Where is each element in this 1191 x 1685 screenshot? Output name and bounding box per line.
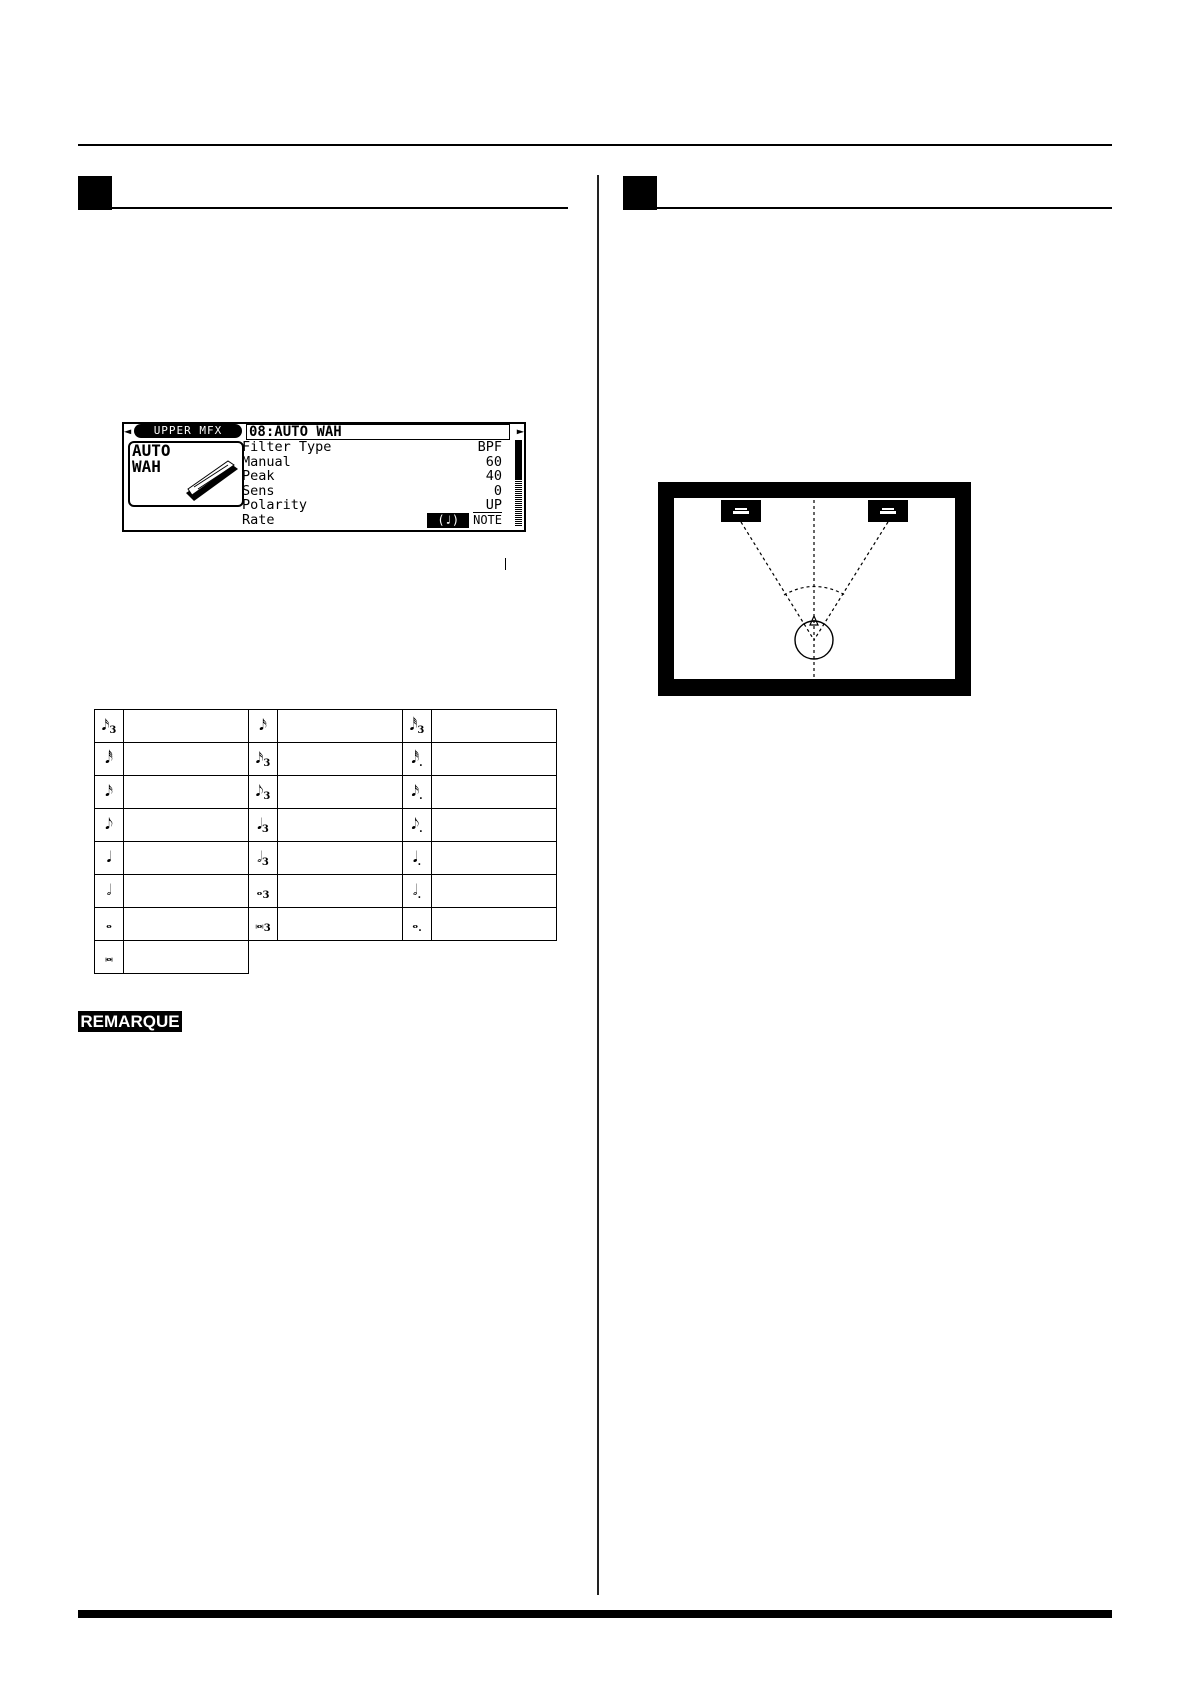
note-symbol-icon <box>249 875 278 908</box>
note-symbol-icon <box>249 809 278 842</box>
note-glyph: 𝅗𝅥 <box>106 881 112 899</box>
note-label-cell <box>124 809 249 842</box>
note-modifier: . <box>419 791 423 802</box>
header-rule <box>78 144 1112 146</box>
note-glyph: 𝅘𝅥𝅰 <box>105 749 113 767</box>
note-label-cell <box>124 908 249 941</box>
note-label-cell <box>278 908 403 941</box>
note-label-cell <box>432 710 557 743</box>
note-glyph: 𝅘𝅥𝅰 <box>409 716 418 734</box>
param-name: Filter Type <box>242 439 332 455</box>
param-value: 40 <box>485 468 502 485</box>
note-symbol-icon <box>403 710 432 743</box>
note-table-row <box>95 776 557 809</box>
note-table-row <box>95 908 557 941</box>
note-table-row <box>95 710 557 743</box>
note-modifier: 3 <box>262 890 270 901</box>
lcd-screen <box>122 422 526 532</box>
rate-note-symbol: (♩) <box>427 513 469 528</box>
note-glyph: 𝅜 <box>255 914 264 932</box>
note-glyph: 𝅘𝅥𝅯 <box>411 782 420 800</box>
note-symbol-icon <box>95 842 124 875</box>
note-glyph: 𝅘𝅥𝅯 <box>105 782 113 800</box>
note-value-table <box>94 709 557 974</box>
param-value: UP <box>485 497 502 514</box>
note-table-row <box>95 809 557 842</box>
note-label-cell <box>124 710 249 743</box>
param-value: BPF <box>477 439 502 455</box>
note-glyph: 𝅗𝅥 <box>412 881 418 899</box>
note-glyph: 𝅘𝅥𝅰 <box>411 749 420 767</box>
pedal-icon <box>130 443 242 505</box>
note-label-cell <box>278 842 403 875</box>
note-symbol-icon <box>95 776 124 809</box>
note-table-row <box>95 842 557 875</box>
param-row <box>242 513 506 528</box>
note-table-row <box>95 875 557 908</box>
note-label-cell <box>432 875 557 908</box>
note-modifier: 3 <box>109 725 117 736</box>
column-divider <box>597 175 599 1595</box>
note-label-cell <box>124 743 249 776</box>
note-label-cell <box>432 842 557 875</box>
note-label-cell <box>124 776 249 809</box>
note-modifier: . <box>417 890 422 901</box>
note-modifier: 3 <box>263 791 271 802</box>
note-symbol-icon <box>403 908 432 941</box>
note-label-cell <box>124 842 249 875</box>
param-name: Sens <box>242 482 275 499</box>
note-modifier: 3 <box>263 758 271 769</box>
param-name: Manual <box>242 453 291 470</box>
note-modifier: . <box>419 824 423 835</box>
note-label-cell <box>278 743 403 776</box>
section-heading-left <box>78 176 568 210</box>
note-glyph: 𝅘𝅥 <box>106 848 112 866</box>
caption-marker <box>505 558 506 570</box>
section-heading-right <box>623 176 1112 210</box>
lcd-title: 08:AUTO WAH <box>246 424 510 440</box>
note-glyph: 𝅜 <box>104 947 114 965</box>
note-table-row <box>95 743 557 776</box>
lcd-tab: UPPER MFX <box>134 424 242 438</box>
icon-text-line2: WAH <box>132 457 161 476</box>
note-symbol-icon <box>403 743 432 776</box>
note-symbol-icon <box>95 743 124 776</box>
param-row <box>242 498 506 513</box>
param-name: Rate <box>242 511 275 528</box>
note-symbol-icon <box>403 809 432 842</box>
note-symbol-icon <box>95 710 124 743</box>
note-glyph: 𝅘𝅥𝅯 <box>101 716 110 734</box>
note-symbol-icon <box>249 743 278 776</box>
note-glyph: 𝅘𝅥 <box>412 848 418 866</box>
note-label-cell <box>278 809 403 842</box>
note-symbol-icon <box>249 776 278 809</box>
scrollbar-thumb <box>515 440 522 480</box>
note-glyph: 𝅗𝅥 <box>257 848 262 866</box>
right-speaker-icon <box>868 500 908 522</box>
note-glyph: 𝅘𝅥𝅮 <box>105 815 113 833</box>
note-label-cell <box>124 875 249 908</box>
note-label-cell <box>432 809 557 842</box>
page-right-arrow-icon: ► <box>516 424 524 438</box>
note-symbol-icon <box>95 875 124 908</box>
speaker-placement-diagram <box>658 482 971 696</box>
auto-wah-pedal-icon <box>128 441 244 507</box>
note-label-cell <box>124 941 249 974</box>
rate-selector <box>427 513 502 528</box>
note-symbol-icon <box>249 908 278 941</box>
note-label-cell <box>278 776 403 809</box>
param-name: Polarity <box>242 497 308 514</box>
section-underline <box>112 207 568 209</box>
note-glyph: 𝅘𝅥𝅮 <box>411 815 420 833</box>
note-symbol-icon <box>95 809 124 842</box>
param-value: 60 <box>485 453 502 470</box>
note-modifier: 3 <box>417 725 425 736</box>
param-row <box>242 469 506 484</box>
note-glyph: 𝅘𝅥𝅮 <box>255 782 264 800</box>
section-underline <box>657 207 1112 209</box>
note-symbol-icon <box>403 776 432 809</box>
remarque-badge: REMARQUE <box>78 1011 182 1032</box>
note-symbol-icon <box>403 842 432 875</box>
note-symbol-icon <box>249 710 278 743</box>
note-glyph: 𝅝 <box>256 881 263 899</box>
section-marker <box>78 176 112 210</box>
page-left-arrow-icon: ◄ <box>124 424 132 438</box>
note-modifier: 3 <box>263 923 271 934</box>
note-modifier: 3 <box>261 857 269 868</box>
note-symbol-icon <box>403 875 432 908</box>
speaker-diagram-svg <box>674 498 955 679</box>
note-glyph: 𝅘𝅥 <box>257 815 262 833</box>
parameter-list <box>242 440 506 528</box>
note-label-cell <box>432 743 557 776</box>
note-label-cell <box>432 908 557 941</box>
note-modifier: 3 <box>261 824 269 835</box>
note-modifier: . <box>418 923 422 934</box>
note-symbol-icon <box>95 908 124 941</box>
note-glyph: 𝅘𝅥𝅯 <box>259 716 267 734</box>
note-symbol-icon <box>249 842 278 875</box>
note-label-cell <box>278 875 403 908</box>
note-label-cell <box>278 710 403 743</box>
left-speaker-icon <box>721 500 761 522</box>
param-name: Peak <box>242 468 275 485</box>
note-table-row <box>95 941 557 974</box>
param-row <box>242 484 506 499</box>
note-modifier: . <box>417 857 422 868</box>
note-label-cell <box>432 776 557 809</box>
note-glyph: 𝅝 <box>106 914 112 932</box>
param-value: 0 <box>493 482 502 499</box>
note-symbol-icon <box>95 941 124 974</box>
diagram-room <box>674 498 955 679</box>
note-glyph: 𝅝 <box>412 914 419 932</box>
param-row <box>242 455 506 470</box>
param-row <box>242 440 506 455</box>
footer-rule <box>78 1610 1112 1618</box>
icon-text-line1: AUTO <box>132 441 171 460</box>
scrollbar <box>515 440 522 526</box>
rate-note-label: NOTE <box>473 512 502 527</box>
note-glyph: 𝅘𝅥𝅯 <box>255 749 264 767</box>
section-marker <box>623 176 657 210</box>
note-modifier: . <box>419 758 423 769</box>
